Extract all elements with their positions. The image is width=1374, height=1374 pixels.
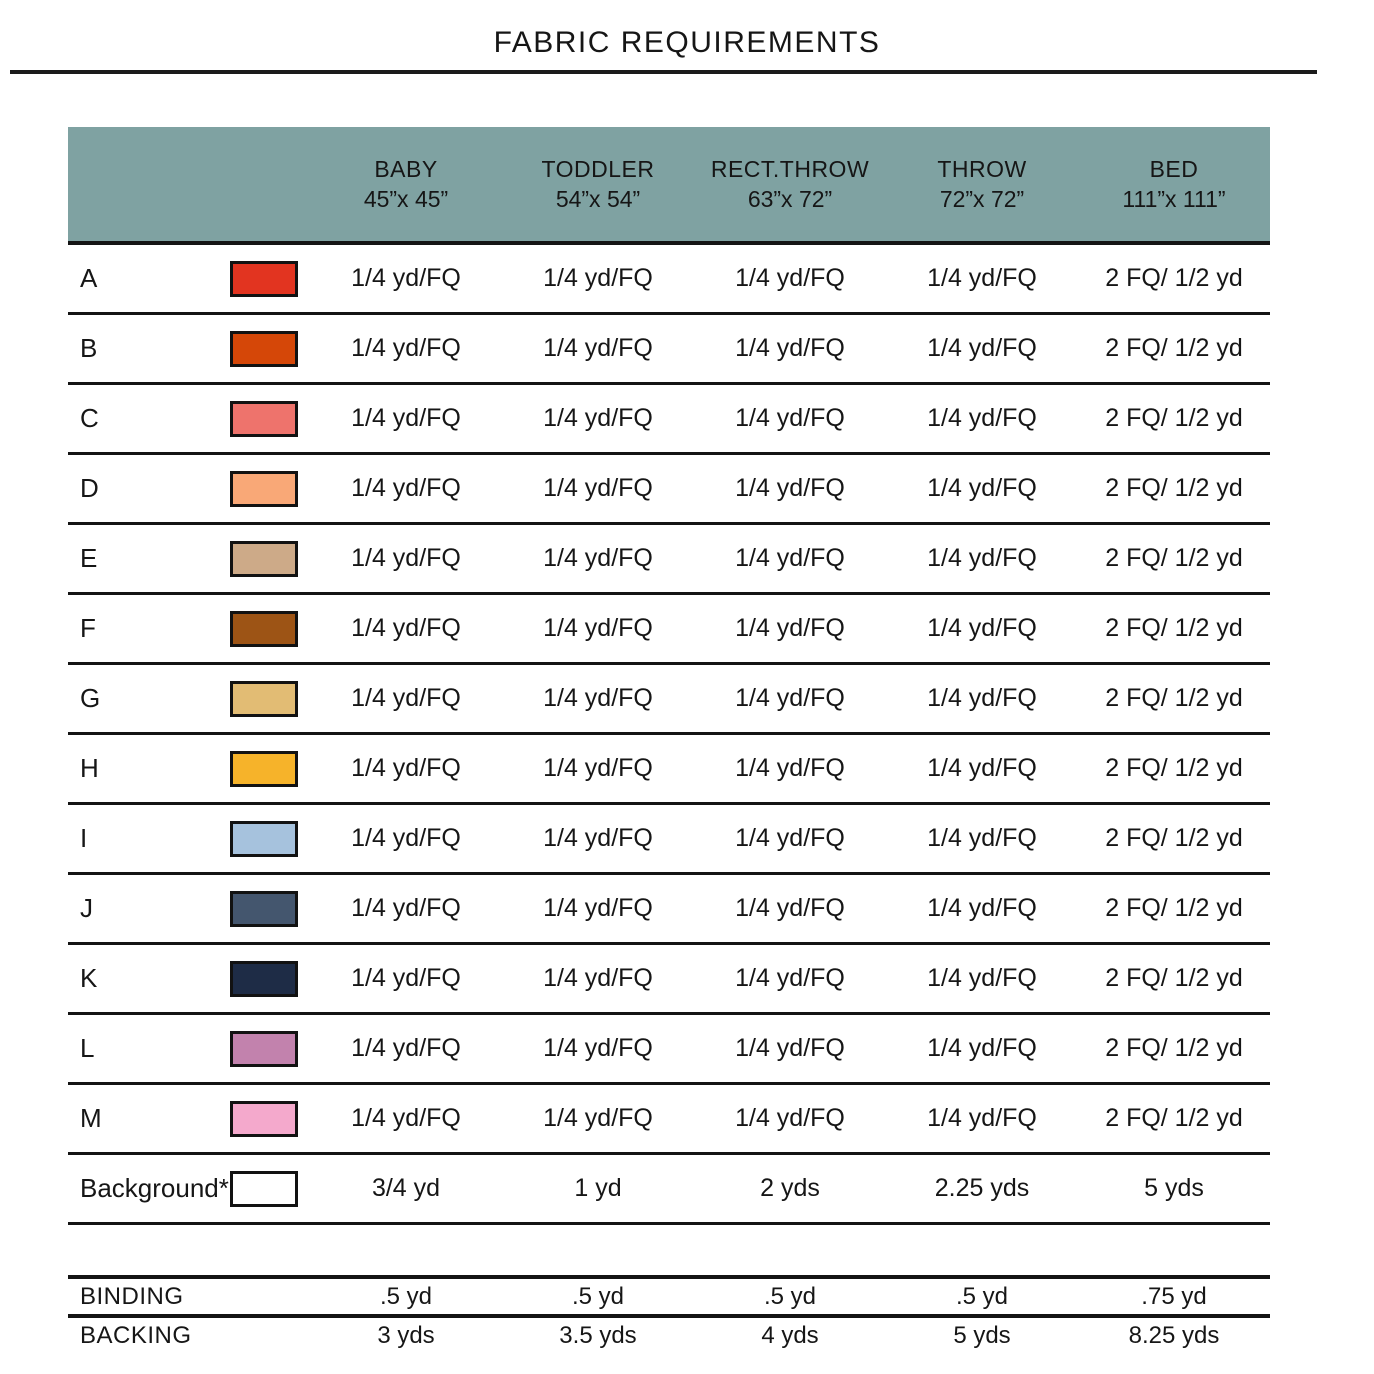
fabric-color-swatch: [230, 471, 298, 507]
fabric-color-swatch: [230, 751, 298, 787]
footer-row-label: BACKING: [80, 1321, 192, 1349]
footer-amount-cell: .5 yd: [379, 1282, 433, 1310]
fabric-amount-cell: 2 yds: [760, 1174, 820, 1202]
fabric-amount-cell: 1/4 yd/FQ: [735, 754, 845, 782]
page-title: FABRIC REQUIREMENTS: [493, 26, 881, 59]
table-row: [68, 945, 1270, 1015]
fabric-amount-cell: 1/4 yd/FQ: [927, 614, 1037, 642]
fabric-amount-cell: 1/4 yd/FQ: [927, 474, 1037, 502]
fabric-amount-cell: 1/4 yd/FQ: [735, 474, 845, 502]
fabric-amount-cell: 2 FQ/ 1/2 yd: [1105, 1034, 1243, 1062]
fabric-amount-cell: 2 FQ/ 1/2 yd: [1105, 964, 1243, 992]
fabric-row-label: Background*: [80, 1173, 229, 1203]
fabric-amount-cell: 2.25 yds: [934, 1174, 1030, 1202]
fabric-requirements-table: [68, 127, 1270, 1225]
fabric-amount-cell: 1/4 yd/FQ: [735, 334, 845, 362]
fabric-amount-cell: 1/4 yd/FQ: [543, 754, 653, 782]
fabric-amount-cell: 1/4 yd/FQ: [927, 754, 1037, 782]
table-body: [68, 245, 1270, 1225]
fabric-row-label: L: [80, 1033, 95, 1063]
fabric-amount-cell: 1/4 yd/FQ: [351, 334, 461, 362]
fabric-color-swatch: [230, 1101, 298, 1137]
table-row: [68, 665, 1270, 735]
column-header-rect-throw: [694, 154, 886, 214]
fabric-amount-cell: 2 FQ/ 1/2 yd: [1105, 894, 1243, 922]
fabric-amount-cell: 1/4 yd/FQ: [351, 684, 461, 712]
fabric-amount-cell: 1/4 yd/FQ: [735, 1104, 845, 1132]
fabric-amount-cell: 1/4 yd/FQ: [927, 894, 1037, 922]
fabric-amount-cell: 1 yd: [574, 1174, 622, 1202]
fabric-row-label: M: [80, 1103, 102, 1133]
fabric-row-label: K: [80, 963, 98, 993]
fabric-color-swatch: [230, 891, 298, 927]
fabric-amount-cell: 1/4 yd/FQ: [351, 1034, 461, 1062]
table-row: [68, 875, 1270, 945]
swatch-cell: [230, 1101, 310, 1137]
fabric-amount-cell: 1/4 yd/FQ: [927, 824, 1037, 852]
footer-amount-cell: .5 yd: [571, 1282, 625, 1310]
fabric-color-swatch: [230, 331, 298, 367]
fabric-amount-cell: 2 FQ/ 1/2 yd: [1105, 1104, 1243, 1132]
footer-amount-cell: 5 yds: [953, 1321, 1011, 1349]
swatch-cell: [230, 331, 310, 367]
fabric-amount-cell: 1/4 yd/FQ: [735, 404, 845, 432]
footer-amount-cell: 3.5 yds: [559, 1321, 637, 1349]
fabric-amount-cell: 1/4 yd/FQ: [351, 264, 461, 292]
title-divider: [10, 70, 1317, 74]
column-label: BED: [1149, 156, 1199, 182]
fabric-amount-cell: 1/4 yd/FQ: [735, 894, 845, 922]
table-row: [68, 455, 1270, 525]
table-header-row: [68, 127, 1270, 245]
footer-amount-cell: 3 yds: [377, 1321, 435, 1349]
fabric-amount-cell: 1/4 yd/FQ: [927, 264, 1037, 292]
fabric-color-swatch: [230, 541, 298, 577]
fabric-amount-cell: 1/4 yd/FQ: [351, 824, 461, 852]
column-label: BABY: [374, 156, 438, 182]
fabric-amount-cell: 2 FQ/ 1/2 yd: [1105, 614, 1243, 642]
fabric-color-swatch: [230, 681, 298, 717]
fabric-amount-cell: 1/4 yd/FQ: [543, 964, 653, 992]
swatch-cell: [230, 961, 310, 997]
fabric-amount-cell: 1/4 yd/FQ: [735, 964, 845, 992]
table-row: [68, 385, 1270, 455]
table-row: [68, 315, 1270, 385]
fabric-amount-cell: 1/4 yd/FQ: [927, 964, 1037, 992]
footer-amount-cell: .5 yd: [955, 1282, 1009, 1310]
column-header-baby: [310, 154, 502, 214]
swatch-cell: [230, 681, 310, 717]
fabric-color-swatch: [230, 1031, 298, 1067]
fabric-row-label: I: [80, 823, 88, 853]
fabric-amount-cell: 2 FQ/ 1/2 yd: [1105, 404, 1243, 432]
swatch-cell: [230, 401, 310, 437]
table-row: [68, 1085, 1270, 1155]
fabric-amount-cell: 1/4 yd/FQ: [735, 1034, 845, 1062]
fabric-row-label: A: [80, 263, 98, 293]
footer-amount-cell: 8.25 yds: [1128, 1321, 1220, 1349]
fabric-amount-cell: 1/4 yd/FQ: [351, 404, 461, 432]
fabric-amount-cell: 1/4 yd/FQ: [543, 404, 653, 432]
fabric-amount-cell: 1/4 yd/FQ: [351, 544, 461, 572]
table-row: [68, 805, 1270, 875]
fabric-color-swatch: [230, 401, 298, 437]
fabric-amount-cell: 1/4 yd/FQ: [927, 334, 1037, 362]
column-label: RECT.THROW: [710, 156, 870, 182]
binding-backing-table: [68, 1275, 1270, 1353]
fabric-row-label: E: [80, 543, 98, 573]
fabric-amount-cell: 1/4 yd/FQ: [543, 684, 653, 712]
column-size-label: 54”x 54”: [555, 186, 641, 212]
fabric-row-label: B: [80, 333, 98, 363]
column-label: THROW: [937, 156, 1027, 182]
fabric-color-swatch: [230, 1171, 298, 1207]
fabric-amount-cell: 1/4 yd/FQ: [927, 684, 1037, 712]
column-header-throw: [886, 154, 1078, 214]
fabric-row-label: C: [80, 403, 99, 433]
fabric-color-swatch: [230, 961, 298, 997]
swatch-cell: [230, 891, 310, 927]
table-row: [68, 595, 1270, 665]
fabric-color-swatch: [230, 611, 298, 647]
fabric-amount-cell: 1/4 yd/FQ: [543, 1104, 653, 1132]
fabric-amount-cell: 2 FQ/ 1/2 yd: [1105, 544, 1243, 572]
fabric-amount-cell: 1/4 yd/FQ: [351, 964, 461, 992]
fabric-amount-cell: 1/4 yd/FQ: [927, 1034, 1037, 1062]
fabric-amount-cell: 1/4 yd/FQ: [543, 1034, 653, 1062]
fabric-amount-cell: 2 FQ/ 1/2 yd: [1105, 334, 1243, 362]
column-header-bed: [1078, 154, 1270, 214]
swatch-cell: [230, 471, 310, 507]
fabric-amount-cell: 5 yds: [1144, 1174, 1204, 1202]
fabric-amount-cell: 1/4 yd/FQ: [543, 474, 653, 502]
table-row: [68, 525, 1270, 595]
fabric-amount-cell: 1/4 yd/FQ: [543, 894, 653, 922]
fabric-amount-cell: 2 FQ/ 1/2 yd: [1105, 264, 1243, 292]
column-size-label: 72”x 72”: [939, 186, 1025, 212]
swatch-cell: [230, 1031, 310, 1067]
swatch-cell: [230, 1171, 310, 1207]
fabric-amount-cell: 1/4 yd/FQ: [927, 544, 1037, 572]
fabric-color-swatch: [230, 261, 298, 297]
footer-row-label: BINDING: [80, 1282, 184, 1310]
fabric-amount-cell: 1/4 yd/FQ: [351, 1104, 461, 1132]
column-size-label: 111”x 111”: [1122, 186, 1226, 212]
fabric-amount-cell: 1/4 yd/FQ: [735, 684, 845, 712]
table-row: [68, 1015, 1270, 1085]
fabric-color-swatch: [230, 821, 298, 857]
swatch-cell: [230, 821, 310, 857]
table-row: [68, 735, 1270, 805]
footer-amount-cell: .5 yd: [763, 1282, 817, 1310]
fabric-amount-cell: 3/4 yd: [371, 1174, 441, 1202]
fabric-amount-cell: 1/4 yd/FQ: [735, 824, 845, 852]
column-header-toddler: [502, 154, 694, 214]
footer-amount-cell: 4 yds: [761, 1321, 819, 1349]
swatch-cell: [230, 541, 310, 577]
fabric-amount-cell: 1/4 yd/FQ: [351, 474, 461, 502]
fabric-amount-cell: 2 FQ/ 1/2 yd: [1105, 754, 1243, 782]
fabric-amount-cell: 2 FQ/ 1/2 yd: [1105, 824, 1243, 852]
fabric-amount-cell: 1/4 yd/FQ: [735, 264, 845, 292]
fabric-row-label: J: [80, 893, 93, 923]
fabric-amount-cell: 1/4 yd/FQ: [351, 614, 461, 642]
fabric-amount-cell: 1/4 yd/FQ: [927, 404, 1037, 432]
table-row: [68, 1314, 1270, 1353]
column-size-label: 45”x 45”: [363, 186, 449, 212]
swatch-cell: [230, 261, 310, 297]
table-row: [68, 245, 1270, 315]
fabric-amount-cell: 1/4 yd/FQ: [735, 544, 845, 572]
table-row: [68, 1275, 1270, 1314]
fabric-amount-cell: 1/4 yd/FQ: [351, 754, 461, 782]
fabric-row-label: D: [80, 473, 99, 503]
fabric-amount-cell: 1/4 yd/FQ: [543, 824, 653, 852]
fabric-amount-cell: 1/4 yd/FQ: [543, 614, 653, 642]
fabric-row-label: F: [80, 613, 96, 643]
column-size-label: 63”x 72”: [747, 186, 833, 212]
swatch-cell: [230, 611, 310, 647]
footer-amount-cell: .75 yd: [1141, 1282, 1207, 1310]
fabric-amount-cell: 1/4 yd/FQ: [735, 614, 845, 642]
fabric-row-label: H: [80, 753, 99, 783]
fabric-amount-cell: 1/4 yd/FQ: [351, 894, 461, 922]
fabric-row-label: G: [80, 683, 101, 713]
fabric-amount-cell: 1/4 yd/FQ: [927, 1104, 1037, 1132]
column-label: TODDLER: [541, 156, 655, 182]
table-row: [68, 1155, 1270, 1225]
fabric-amount-cell: 2 FQ/ 1/2 yd: [1105, 474, 1243, 502]
fabric-amount-cell: 1/4 yd/FQ: [543, 544, 653, 572]
fabric-amount-cell: 1/4 yd/FQ: [543, 264, 653, 292]
swatch-cell: [230, 751, 310, 787]
fabric-amount-cell: 2 FQ/ 1/2 yd: [1105, 684, 1243, 712]
fabric-amount-cell: 1/4 yd/FQ: [543, 334, 653, 362]
